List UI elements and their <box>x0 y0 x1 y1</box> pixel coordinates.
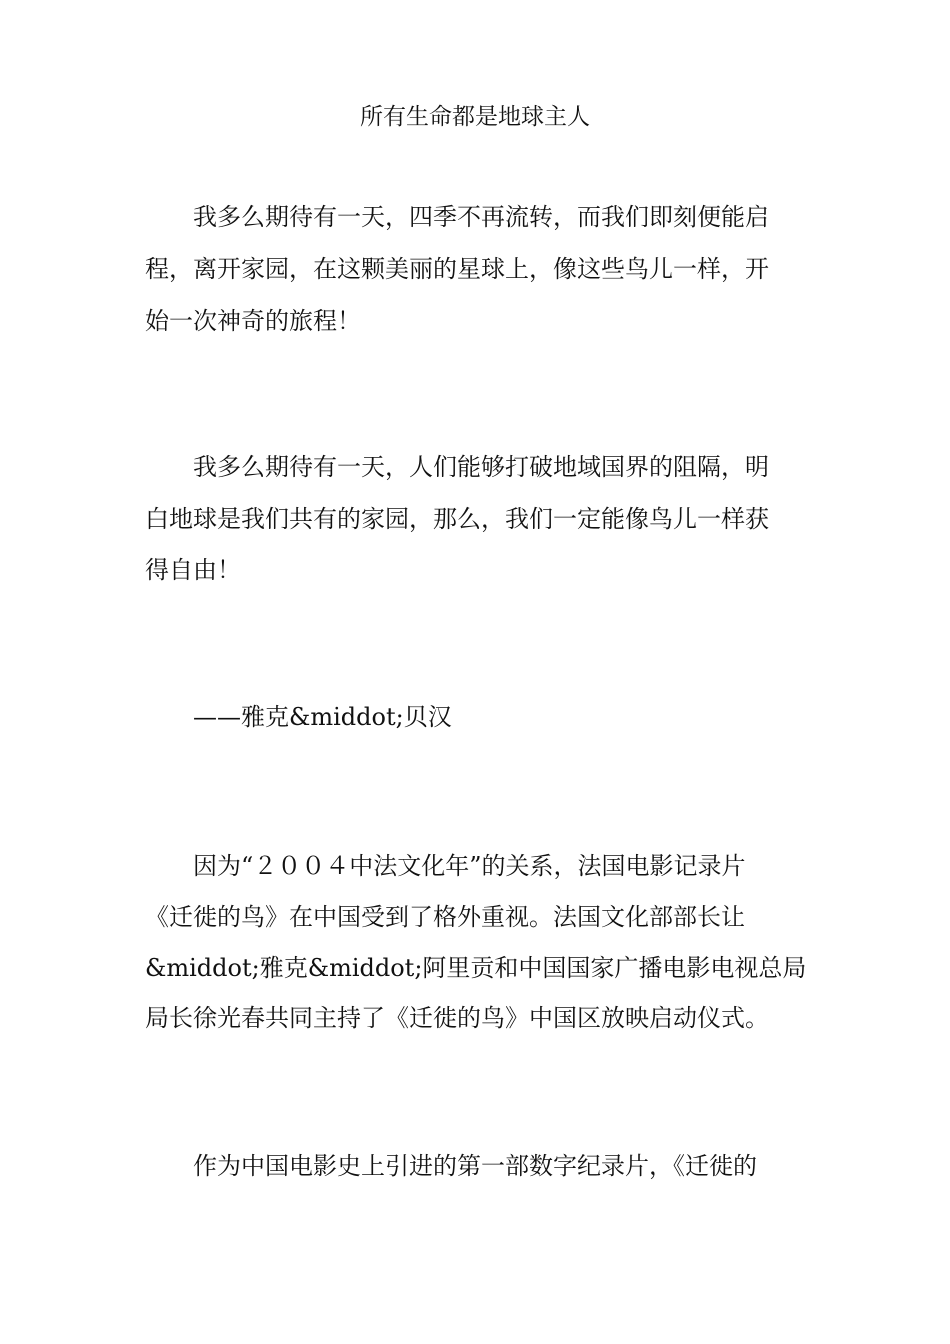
paragraph-3-line-4: 局长徐光春共同主持了《迁徙的鸟》中国区放映启动仪式。 <box>145 1004 769 1032</box>
attribution-line: ——雅克&middot;贝汉 <box>193 703 452 731</box>
paragraph-4-line-1: 作为中国电影史上引进的第一部数字纪录片，《迁徙的 <box>193 1152 757 1180</box>
paragraph-3-line-1: 因为“２００４中法文化年”的关系，法国电影记录片 <box>193 852 746 880</box>
paragraph-2-line-2: 白地球是我们共有的家园，那么，我们一定能像鸟儿一样获 <box>145 505 769 533</box>
paragraph-3-line-2: 《迁徙的鸟》在中国受到了格外重视。法国文化部部长让 <box>145 903 745 931</box>
paragraph-1-line-3: 始一次神奇的旅程！ <box>145 307 361 335</box>
paragraph-1-line-2: 程，离开家园，在这颗美丽的星球上，像这些鸟儿一样，开 <box>145 255 769 283</box>
paragraph-2-line-1: 我多么期待有一天，人们能够打破地域国界的阻隔，明 <box>193 453 769 481</box>
paragraph-2-line-3: 得自由！ <box>145 556 241 584</box>
paragraph-1-line-1: 我多么期待有一天，四季不再流转，而我们即刻便能启 <box>193 203 769 231</box>
paragraph-3-line-3: &middot;雅克&middot;阿里贡和中国国家广播电影电视总局 <box>145 954 807 982</box>
document-title: 所有生命都是地球主人 <box>360 104 590 130</box>
